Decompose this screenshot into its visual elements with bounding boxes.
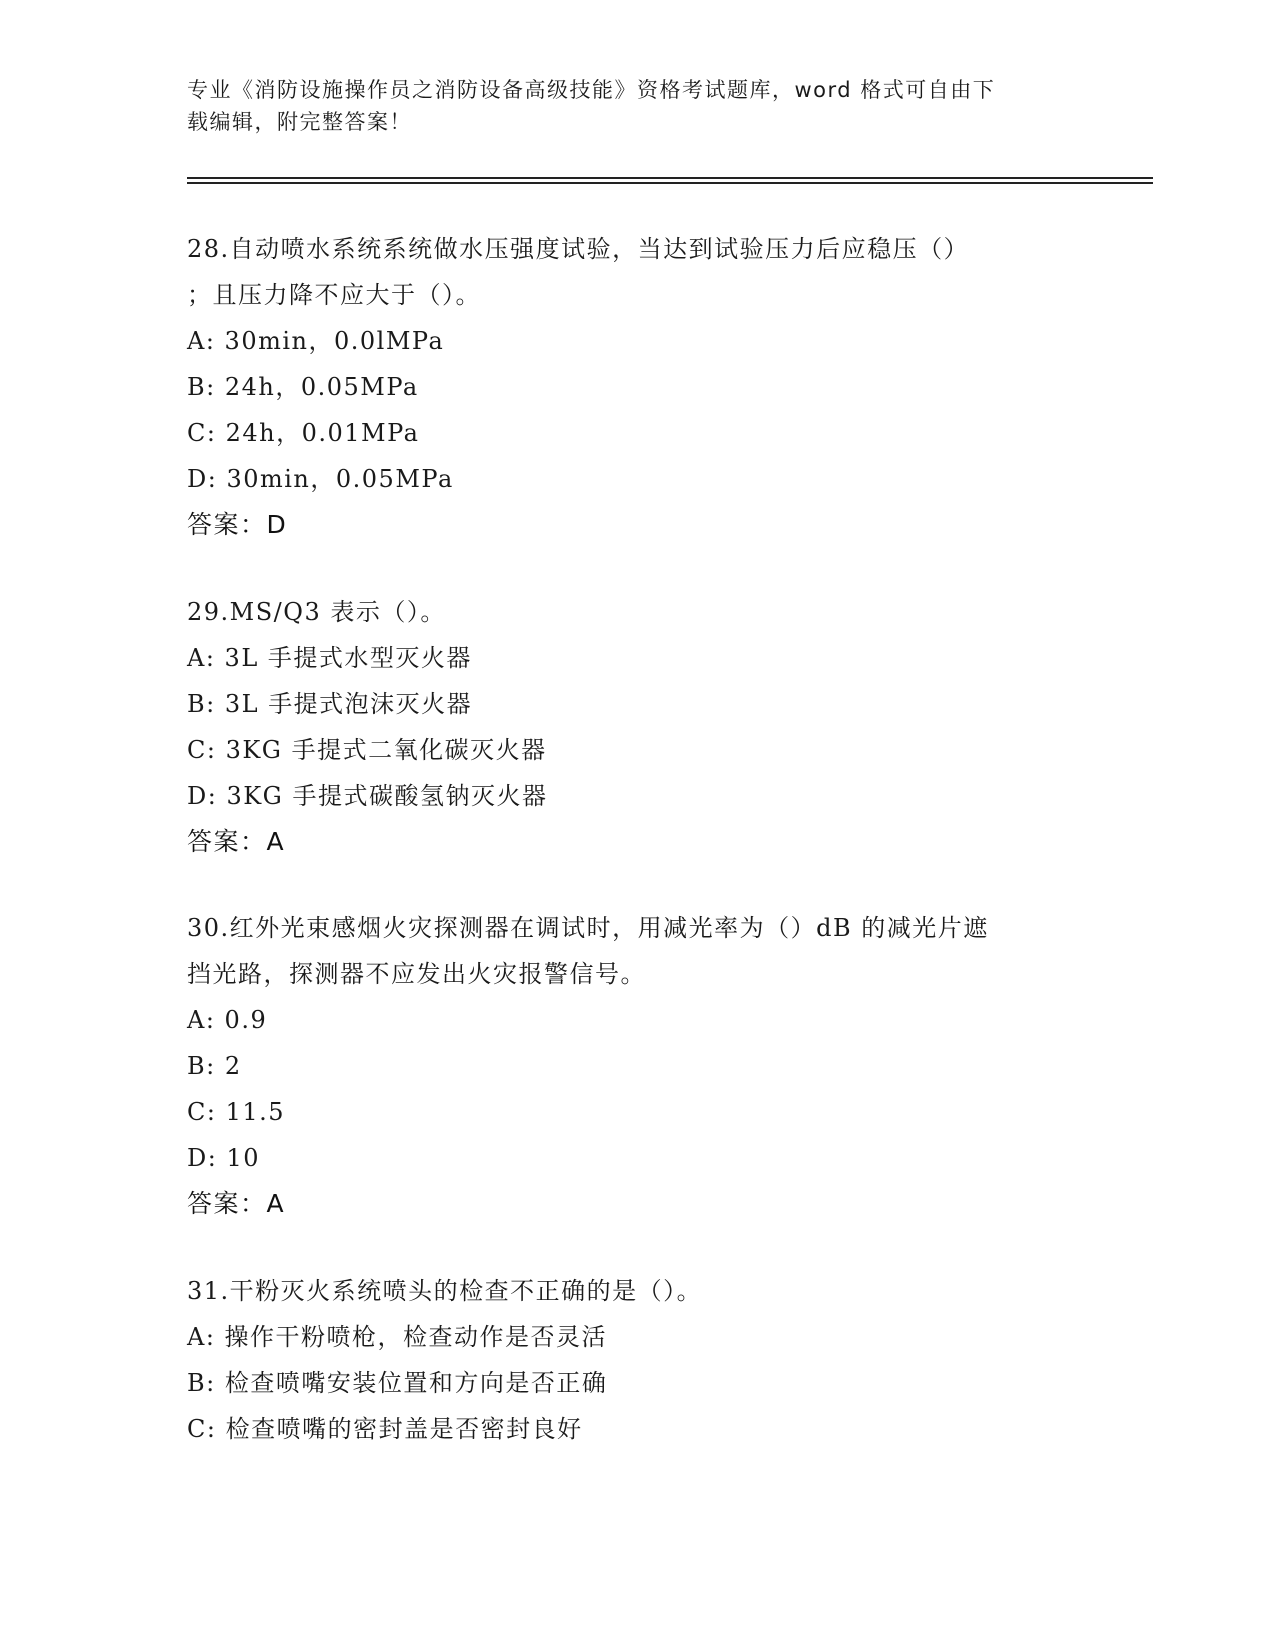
option-b: B: 检查喷嘴安装位置和方向是否正确 xyxy=(187,1369,608,1397)
question-29 xyxy=(187,589,1087,865)
question-stem: 28.自动喷水系统系统做水压强度试验，当达到试验压力后应稳压（） xyxy=(187,235,970,263)
header-divider-bottom xyxy=(187,182,1153,184)
answer: 答案：A xyxy=(187,1189,286,1218)
option-a: A: 操作干粉喷枪，检查动作是否灵活 xyxy=(187,1323,608,1351)
option-b: B: 2 xyxy=(187,1052,242,1080)
option-d: D: 10 xyxy=(187,1144,260,1172)
option-c: C: 24h，0.01MPa xyxy=(187,419,420,447)
option-c: C: 检查喷嘴的密封盖是否密封良好 xyxy=(187,1415,583,1443)
option-b: B: 24h，0.05MPa xyxy=(187,373,419,401)
option-a: A: 30min，0.0lMPa xyxy=(187,327,445,355)
question-stem: 30.红外光束感烟火灾探测器在调试时，用减光率为（）dB 的减光片遮 xyxy=(187,914,989,942)
question-30 xyxy=(187,905,1087,1227)
option-d: D: 30min，0.05MPa xyxy=(187,465,454,493)
header-line-2: 载编辑，附完整答案！ xyxy=(187,110,412,134)
header-line-1: 专业《消防设施操作员之消防设备高级技能》资格考试题库，word 格式可自由下 xyxy=(187,78,996,102)
question-31 xyxy=(187,1268,1087,1452)
document-header xyxy=(187,74,1087,138)
answer: 答案：A xyxy=(187,827,286,856)
question-28 xyxy=(187,226,1087,548)
question-stem: 31.干粉灭火系统喷头的检查不正确的是（）。 xyxy=(187,1277,703,1305)
question-stem: 29.MS/Q3 表示（）。 xyxy=(187,598,446,626)
question-stem-continued: ；且压力降不应大于（）。 xyxy=(187,281,481,309)
question-stem-continued: 挡光路，探测器不应发出火灾报警信号。 xyxy=(187,960,646,988)
option-a: A: 0.9 xyxy=(187,1006,268,1034)
option-c: C: 3KG 手提式二氧化碳灭火器 xyxy=(187,736,547,764)
header-divider-top xyxy=(187,177,1153,179)
answer: 答案：D xyxy=(187,510,288,539)
option-b: B: 3L 手提式泡沫灭火器 xyxy=(187,690,473,718)
option-d: D: 3KG 手提式碳酸氢钠灭火器 xyxy=(187,782,548,810)
option-a: A: 3L 手提式水型灭火器 xyxy=(187,644,472,672)
option-c: C: 11.5 xyxy=(187,1098,286,1126)
